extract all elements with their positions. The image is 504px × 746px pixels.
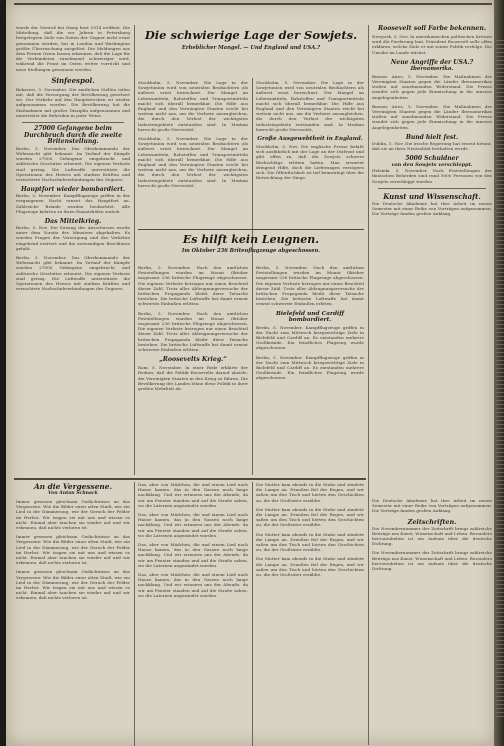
article-text: Die Deutsche Akademie hat ihre Arbeit im neuen Semester mit einer Reihe von Vorträgen aufgenommen. Die Vorträge fanden großen Anklang. [372,200,492,217]
author-line: Von Anton Schnack [48,491,98,496]
leugnen-headline-block [138,233,364,261]
article-text: Die Mutter kam abends in die Stube und zündete die Lampe an. Draußen fiel der Regen, und wir saßen um den Tisch und hörten den Geschichten zu, die der Großvater erzählte. [256,482,364,503]
article-text: Immer gewesen gleichsam Gedächtnisse an das Vergessene: Wie die Bilder einer alten Stadt, wie ein Lied in der Dämmerung, wie der Geruch der Felder im Herbst. Wir tragen sie mit uns und wissen es nicht. Einmal aber tauchen sie wieder auf und wir erkennen, daß nichts verloren ist. [16,499,130,531]
article-text: Berlin, 5. Nov. Die Sitzung des Ausschusses wurde unter dem Vorsitz des Ministers abgehalten. Es wurden Fragen der Versorgung und des Verkehrs eingehend erörtert und die notwendigen Beschlüsse gefaßt. [16,225,130,251]
divider [22,122,124,123]
column-rule [368,25,369,745]
feuilleton-column-1 [16,482,130,744]
newspaper-page [6,0,496,746]
headline-schuldner: 5000 Schuldner [405,155,459,163]
article-text: Berlin, 5. November. Nach den amtlichen Feststellungen wurden im Monat Oktober insgesamt 236 britische Flugzeuge abgeschossen. Die eigenen Verluste betrugen nur einen Bruchteil dieser Zahl. Trotz aller Ableugnungsversuche der britischen Propaganda bleibt diese Tatsache bestehen. Die britische Luftwaffe hat damit erneut schwerste Einbußen erlitten. [138,310,248,353]
article-text: Stockholm, 5. November. Die Lage in der Sowjetunion wird von neutralen Beobachtern als äußerst ernst bezeichnet. Der Mangel an Lebensmitteln, Rohstoffen und Transportmitteln macht sich überall bemerkbar. Die Hilfe aus England und den Vereinigten Staaten reicht bei weitem nicht aus, um die Verluste auszugleichen, die durch den Verlust der wichtigsten Industriegebiete entstanden sind. In Moskau herrscht große Nervosität. [138,136,248,188]
article-text: Immer gewesen gleichsam Gedächtnisse an das Vergessene: Wie die Bilder einer alten Stadt, wie ein Lied in der Dämmerung, wie der Geruch der Felder im Herbst. Wir tragen sie mit uns und wissen es nicht. Einmal aber tauchen sie wieder auf und wir erkennen, daß nichts verloren ist. [16,569,130,601]
headline-bund: Bund hielt fest. [405,133,459,141]
main-headline-block [138,28,364,76]
headline-vergessene: An die Vergessene. [33,482,113,491]
column-rule [134,482,135,746]
article-text: Die Mutter kam abends in die Stube und zündete die Lampe an. Draußen fiel der Regen, und wir saßen um den Tisch und hörten den Geschichten zu, die der Großvater erzählte. [256,531,364,553]
column-rule [252,482,253,746]
article-text: Berlin, 5. November. Kampfflugzeuge griffen in der Nacht zum Mittwoch kriegswichtige Ziele in Bielefeld und Cardiff an. Es entstanden mehrere Großbrände. Ein feindliches Flugzeug wurde abgeschossen. [256,324,364,351]
article-text: Berlin, 5. November. Das Oberkommando der Wehrmacht gibt bekannt: Im Verlauf der Kämpfe wurden 27000 Gefangene eingebracht und zahlreiche Geschütze erbeutet. Die eigenen Verluste sind gering. Die Luftwaffe unterstützte die Operationen des Heeres mit starken Kräften und vernichtete Nachschubverbindungen des Gegners. [16,145,130,183]
feuilleton-column-2 [138,482,248,744]
column-rule [134,25,135,475]
column-1 [16,25,130,477]
column-2-top [138,80,248,226]
article-text: Berlin, 5. November. Kampfflugzeuge griffen in der vergangenen Nacht erneut das Hauptfort an. Zahlreiche Brände wurden beobachtet. Alle Flugzeuge kehrten zu ihren Einsatzhäfen zurück. [16,193,130,214]
page-edge-shadow [496,40,504,720]
column-3-bottom [256,265,364,475]
divider [378,188,486,189]
article-text: Das, aber von Mädchen, die und einem Lied nach Hause kamen, das in den Gassen noch lange nachklang. Und wir erinnern uns der Abende, da wir am Fenster standen und auf die Straße sahen, wo die Laternen angezündet wurden. [138,482,248,508]
headline-erlangen: 27000 Gefangene beim Durchbruch durch die zweite Britenstellung. [23,125,123,146]
article-text: Dublin, 5. Nov. Die irische Regierung hat erneut betont, daß sie an ihrer Neutralität festhalten werde. [372,140,492,152]
column-2-bottom [138,265,248,475]
headline-mittelkrieg: Das Mittelkrieg. [44,218,102,226]
feuilleton-column-3 [256,482,364,744]
article-text: Stockholm, 5. Nov. Die englische Presse befaßt sich ausführlich mit der Lage an der Ostfront und gibt offen zu, daß die Sowjets schwere Rückschläge erlitten haben. Man erwartet dringend Hilfe, doch die Lieferungen verzögern sich. Die Öffentlichkeit ist tief beunruhigt über die Entwicklung der Dinge. [256,144,364,181]
article-text: Newyork, 5. Nov. In amerikanischen politischen Kreisen wird die Forderung laut, Präsident Roosevelt solle offen erklären, welche Ziele er mit seiner Politik verfolge. Die Unruhe im Lande wächst. [372,34,492,55]
headline-bielefeld: Bielefeld und Cardiff bombardiert. [275,310,345,323]
divider [138,229,364,230]
headline-zeitschriften: Zeitschriften. [407,517,457,526]
headline-kunst: Kunst und Wissenschaft. [383,191,481,201]
headline-roosevelt-farbe: Roosevelt soll Farbe bekennen. [378,25,486,32]
leugnen-subheadline: Im Oktober 236 Britenflugzeuge abgeschossen. [181,248,321,254]
article-text: Die Mutter kam abends in die Stube und zündete die Lampe an. Draußen fiel der Regen, und wir saßen um den Tisch und hörten den Geschichten zu, die der Großvater erzählte. [256,556,364,578]
article-text: Berlin, 5. November. Nach den amtlichen Feststellungen wurden im Monat Oktober insgesamt 236 britische Flugzeuge abgeschossen. Die eigenen Verluste betrugen nur einen Bruchteil dieser Zahl. Trotz aller Ableugnungsversuche der britischen Propaganda bleibt diese Tatsache bestehen. Die britische Luftwaffe hat damit erneut schwerste Einbußen erlitten. [138,265,248,307]
article-text: Berlin, 5. November. Nach den amtlichen Feststellungen wurden im Monat Oktober insgesamt 236 britische Flugzeuge abgeschossen. Die eigenen Verluste betrugen nur einen Bruchteil dieser Zahl. Trotz aller Ableugnungsversuche der britischen Propaganda bleibt diese Tatsache bestehen. Die britische Luftwaffe hat damit erneut schwerste Einbußen erlitten. [256,265,364,307]
article-text: Die Novembernummer der Zeitschrift bringt zahlreiche Beiträge aus Kunst, Wissenschaft und Leben. Besonders hervorzuheben ist ein Aufsatz über die deutsche Dichtung. [372,550,492,572]
main-headline: Die schwierige Lage der Sowjets. [144,28,358,42]
article-text: Buenos Aires, 5. November. Die Maßnahmen der Vereinigten Staaten gegen die Länder Iberoamerikas stoßen auf zunehmenden Widerstand. Die Presse wendet sich gegen jede Einmischung in die inneren Angelegenheiten. [372,73,492,100]
article-text: Berlin, 5. November. Kampfflugzeuge griffen in der Nacht zum Mittwoch kriegswichtige Ziele in Bielefeld und Cardiff an. Es entstanden mehrere Großbrände. Ein feindliches Flugzeug wurde abgeschossen. [256,354,364,381]
article-text: Die Novembernummer der Zeitschrift bringt zahlreiche Beiträge aus Kunst, Wissenschaft und Leben. Besonders hervorzuheben ist ein Aufsatz über die deutsche Dichtung. [372,525,492,547]
column-rule [252,78,253,475]
column-4 [372,25,492,495]
article-text: Die Mutter kam abends in die Stube und zündete die Lampe an. Draußen fiel der Regen, und wir saßen um den Tisch und hörten den Geschichten zu, die der Großvater erzählte. [256,506,364,528]
article-text: wurde der Vorstoß bei Omny bezt 1914 eröffnet. Die Mitteilung, daß die vor Jahren in Petersburg festgelegten Ziele von Seiten der Gegner nicht ernst genommen würden, hat in London und Washington größte Überraschung ausgelöst. Die Meldungen aus dem Fernen Osten lassen erkennen, daß die Lage für die Verbündeten zunehmend schwieriger wird, während die Front im Osten weiter vorrückt und neue Stellungen gewonnen werden. [16,25,130,72]
headline-neue-angriffe: Neue Angriffe der USA.? [390,58,474,66]
article-text: Bukarest, 5. November. Die amtlichen Stellen teilen mit, daß die Versorgung der Bevölkerung gesichert sei. Der Verkehr auf den Hauptstrecken ist wieder aufgenommen worden. Die Bevölkerung hat die Maßnahmen mit großer Disziplin aufgenommen und unterstützt die Behörden in jeder Weise. [16,86,130,118]
article-text: Das, aber von Mädchen, die und einem Lied nach Hause kamen, das in den Gassen noch lange nachklang. Und wir erinnern uns der Abende, da wir am Fenster standen und auf die Straße sahen, wo die Laternen angezündet wurden. [138,572,248,598]
article-text: Stockholm, 5. November. Die Lage in der Sowjetunion wird von neutralen Beobachtern als äußerst ernst bezeichnet. Der Mangel an Lebensmitteln, Rohstoffen und Transportmitteln macht sich überall bemerkbar. Die Hilfe aus England und den Vereinigten Staaten reicht bei weitem nicht aus, um die Verluste auszugleichen, die durch den Verlust der wichtigsten Industriegebiete entstanden sind. In Moskau herrscht große Nervosität. [256,80,364,132]
article-text: Stockholm, 5. November. Die Lage in der Sowjetunion wird von neutralen Beobachtern als äußerst ernst bezeichnet. Der Mangel an Lebensmitteln, Rohstoffen und Transportmitteln macht sich überall bemerkbar. Die Hilfe aus England und den Vereinigten Staaten reicht bei weitem nicht aus, um die Verluste auszugleichen, die durch den Verlust der wichtigsten Industriegebiete entstanden sind. In Moskau herrscht große Nervosität. [138,80,248,132]
article-text: Rom, 5. November. In einer Rede erklärte der Redner, daß die Politik Roosevelts darauf abziele, die Vereinigten Staaten in den Krieg zu führen. Die Bevölkerung des Landes lehne diese Politik in ihrer großen Mehrheit ab. [138,365,248,392]
article-text: Die Deutsche Akademie hat ihre Arbeit im neuen Semester mit einer Reihe von Vorträgen aufgenommen. Die Vorträge fanden großen Anklang. [372,498,492,514]
headline-sinfo: Sinfeespol. [51,75,95,85]
article-text: Buenos Aires, 5. November. Die Maßnahmen der Vereinigten Staaten gegen die Länder Iberoamerikas stoßen auf zunehmenden Widerstand. Die Presse wendet sich gegen jede Einmischung in die inneren Angelegenheiten. [372,103,492,130]
article-text: Immer gewesen gleichsam Gedächtnisse an das Vergessene: Wie die Bilder einer alten Stadt, wie ein Lied in der Dämmerung, wie der Geruch der Felder im Herbst. Wir tragen sie mit uns und wissen es nicht. Einmal aber tauchen sie wieder auf und wir erkennen, daß nichts verloren ist. [16,534,130,566]
main-subheadline: Erheblicher Mangel. — Und England und USA.? [181,45,321,51]
subheadline-schuldner: von den Sowjets verschleppt. [391,162,473,169]
top-rule [14,3,492,5]
article-text: Helsinki, 5. November. Nach Feststellungen der finnischen Behörden sind rund 5000 Personen von den Sowjets verschleppt worden. [372,168,492,184]
section-heading: Große Ausgewebtheit in England. [257,136,363,143]
article-text: Berlin, 5. November. Das Oberkommando der Wehrmacht gibt bekannt: Im Verlauf der Kämpfe wurden 27000 Gefangene eingebracht und zahlreiche Geschütze erbeutet. Die eigenen Verluste sind gering. Die Luftwaffe unterstützte die Operationen des Heeres mit starken Kräften und vernichtete Nachschubverbindungen des Gegners. [16,255,130,292]
column-4-bottom [372,498,492,744]
article-text: Das, aber von Mädchen, die und einem Lied nach Hause kamen, das in den Gassen noch lange nachklang. Und wir erinnern uns der Abende, da wir am Fenster standen und auf die Straße sahen, wo die Laternen angezündet wurden. [138,542,248,568]
headline-roosevelts-krieg: „Roosevelts Krieg.“ [159,356,227,364]
subheadline-iberoamerika: Iberoamerika. [410,65,454,72]
article-text: Das, aber von Mädchen, die und einem Lied nach Hause kamen, das in den Gassen noch lange nachklang. Und wir erinnern uns der Abende, da wir am Fenster standen und auf die Straße sahen, wo die Laternen angezündet wurden. [138,512,248,538]
feuilleton-rule [14,478,366,480]
column-3-top [256,80,364,226]
headline-hauptfort: Hauptfort wieder bombardiert. [20,186,126,194]
leugnen-headline: Es hilft kein Leugnen. [182,233,320,246]
